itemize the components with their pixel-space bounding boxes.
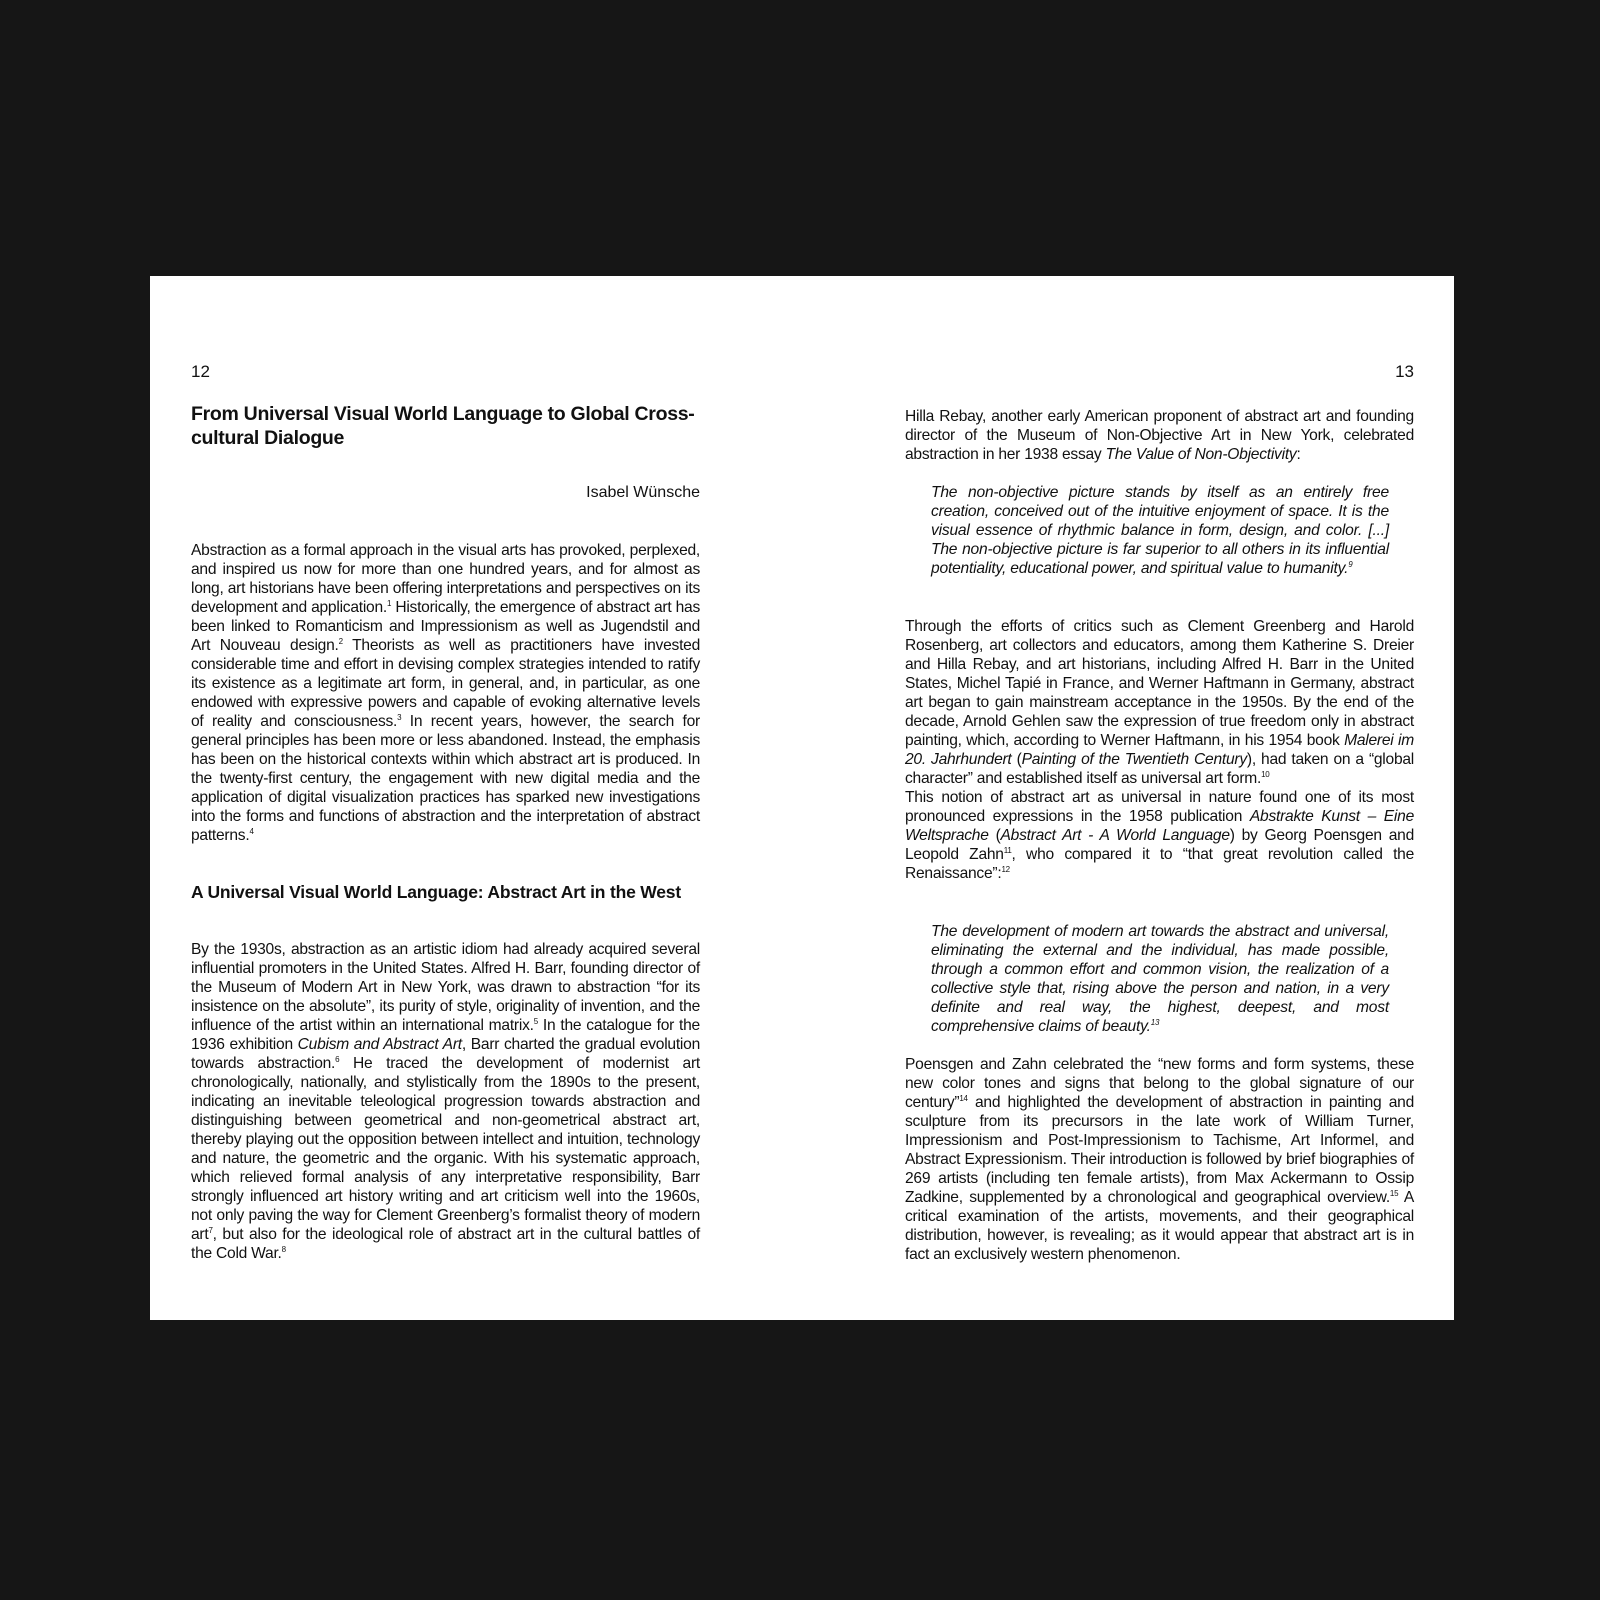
section-heading: A Universal Visual World Language: Abstract Art in the West	[191, 882, 681, 902]
book-title-painting: Painting of the Twentieth Century	[1021, 751, 1247, 768]
book-title-abstrakte-kunst: Abstrakte Kunst – Eine Weltsprache	[905, 808, 1414, 844]
footnote-ref-4: 4	[249, 827, 254, 836]
footnote-ref-10: 10	[1261, 770, 1270, 779]
footnote-ref-9: 9	[1348, 560, 1353, 569]
poensgen-zahn-paragraph: Poensgen and Zahn celebrated the “new forms and form systems, these new color tones and signs that belong to the global signature of our century”$^{14}$ and highlighted the development of abstraction in painting and sculpture from its precursors in the late work of William Turner, Impressionism and Post-Impressionism to Tachisme, Art Informel, and Abstract Expressionism. Their introduction is followed by brief biographies of 269 artists (including ten female artists), from Max Ackermann to Ossip Zadkine, supplemented by a chronological and geographical overview.$^{15}$ A critical examination of the artists, movements, and their geographical distribution, however, is revealing; as it would appear that abstract art is in fact an exclusively western phenomenon.	[905, 1056, 1414, 1263]
block-quote-poensgen-zahn: The development of modern art towards the abstract and universal, eliminating the external and the individual, has made possible, through a common effort and common vision, the realization of a collective style that, rising above the person and nation, in a very definite and real way, the highest, deepest, and most comprehensive claims of beauty.$^{13}$	[931, 923, 1389, 1035]
footnote-ref-3: 3	[397, 713, 402, 722]
exhibition-title: Cubism and Abstract Art	[297, 1036, 462, 1053]
article-title: From Universal Visual World Language to Global Cross-cultural Dialogue	[191, 403, 695, 449]
footnote-ref-5: 5	[533, 1017, 538, 1026]
footnote-ref-11: 11	[1003, 846, 1012, 855]
section-paragraph: By the 1930s, abstraction as an artistic idiom had already acquired several influential promoters in the United States. Alfred H. Barr, founding director of the Museum of Modern Art in New York, was drawn to abstraction “for its insistence on the absolute”, its purity of style, originality of invention, and the influence of the artist within an international matrix.$^5$ In the catalogue for the 1936 exhibition Cubism and Abstract Art, Barr charted the gradual evolution towards abstraction.$^6$ He traced the development of modernist art chronologically, nationally, and stylistically from the 1890s to the present, indicating an inevitable teleological progression towards abstraction and distinguishing between geometrical and non-geometrical abstract art, thereby playing out the opposition between intellect and intuition, technology and nature, the geometric and the organic. With his systematic approach, which relieved formal analysis of any interpretative responsibility, Barr strongly influenced art history writing and art criticism well into the 1960s, not only paving the way for Clement Greenberg’s formalist theory of modern art$^7$, but also for the ideological role of abstract art in the cultural battles of the Cold War.$^8$	[191, 941, 700, 1262]
footnote-ref-12: 12	[1001, 865, 1010, 874]
essay-title: The Value of Non-Objectivity	[1105, 446, 1297, 463]
footnote-ref-15: 15	[1389, 1189, 1399, 1198]
footnote-ref-13: 13	[1150, 1018, 1160, 1027]
block-quote-rebay: The non-objective picture stands by itself as an entirely free creation, conceived out of the intuitive enjoyment of space. It is the visual essence of rhythmic balance in form, design, and color. [...] The non-objective picture is far superior to all others in its influential potentiality, educational power, and spiritual value to humanity.$^9$	[931, 484, 1389, 577]
footnote-ref-6: 6	[335, 1055, 340, 1064]
page-number-right: 13	[1395, 362, 1414, 381]
footnote-ref-8: 8	[281, 1245, 286, 1254]
footnote-ref-7: 7	[208, 1226, 213, 1235]
page-number-left: 12	[191, 362, 210, 381]
footnote-ref-1: 1	[386, 599, 392, 608]
book-title-malerei: Malerei im 20. Jahrhundert	[905, 732, 1415, 768]
footnote-ref-14: 14	[959, 1094, 968, 1103]
book-spread	[150, 276, 1454, 1320]
book-title-abstract-art: Abstract Art - A World Language	[1000, 827, 1230, 844]
rebay-paragraph: Hilla Rebay, another early American proponent of abstract art and founding director of the Museum of Non-Objective Art in New York, celebrated abstraction in her 1938 essay The Value of Non-Objectivity:	[905, 408, 1414, 463]
author-name: Isabel Wünsche	[586, 484, 700, 501]
intro-paragraph: Abstraction as a formal approach in the visual arts has provoked, perplexed, and inspired us now for more than one hundred years, and for almost as long, art historians have been offering interpretations and perspectives on its development and application.$^1$ Historically, the emergence of abstract art has been linked to Romanticism and Impressionism as well as Jugendstil and Art Nouveau design.$^2$ Theorists as well as practitioners have invested considerable time and effort in devising complex strategies intended to ratify its existence as a legitimate art form, in general, and, in particular, as one endowed with expressive powers and capable of evoking alternative levels of reality and consciousness.$^3$ In recent years, however, the search for general principles has been more or less abandoned. Instead, the emphasis has been on the historical contexts within which abstract art is produced. In the twenty-first century, the engagement with new digital media and the application of digital visualization practices has sparked new investigations into the forms and functions of abstraction and the interpretation of abstract patterns.$^4$	[191, 542, 701, 844]
critics-paragraph: Through the efforts of critics such as Clement Greenberg and Harold Rosenberg, art collectors and educators, among them Katherine S. Dreier and Hilla Rebay, and art historians, including Alfred H. Barr in the United States, Michel Tapié in France, and Werner Haftmann in Germany, abstract art began to gain mainstream acceptance in the 1950s. By the end of the decade, Arnold Gehlen saw the expression of true freedom only in abstract painting, which, according to Werner Haftmann, in his 1954 book Malerei im 20. Jahrhundert (Painting of the Twentieth Century), had taken on a “global character” and established itself as universal art form.$^{10}$ This notion of abstract art as universal in nature found one of its most pronounced expressions in the 1958 publication Abstrakte Kunst – Eine Weltsprache (Abstract Art - A World Language) by Georg Poensgen and Leopold Zahn$^{11}$, who compared it to “that great revolution called the Renaissance”:$^{12}$	[905, 618, 1415, 882]
footnote-ref-2: 2	[338, 637, 343, 646]
